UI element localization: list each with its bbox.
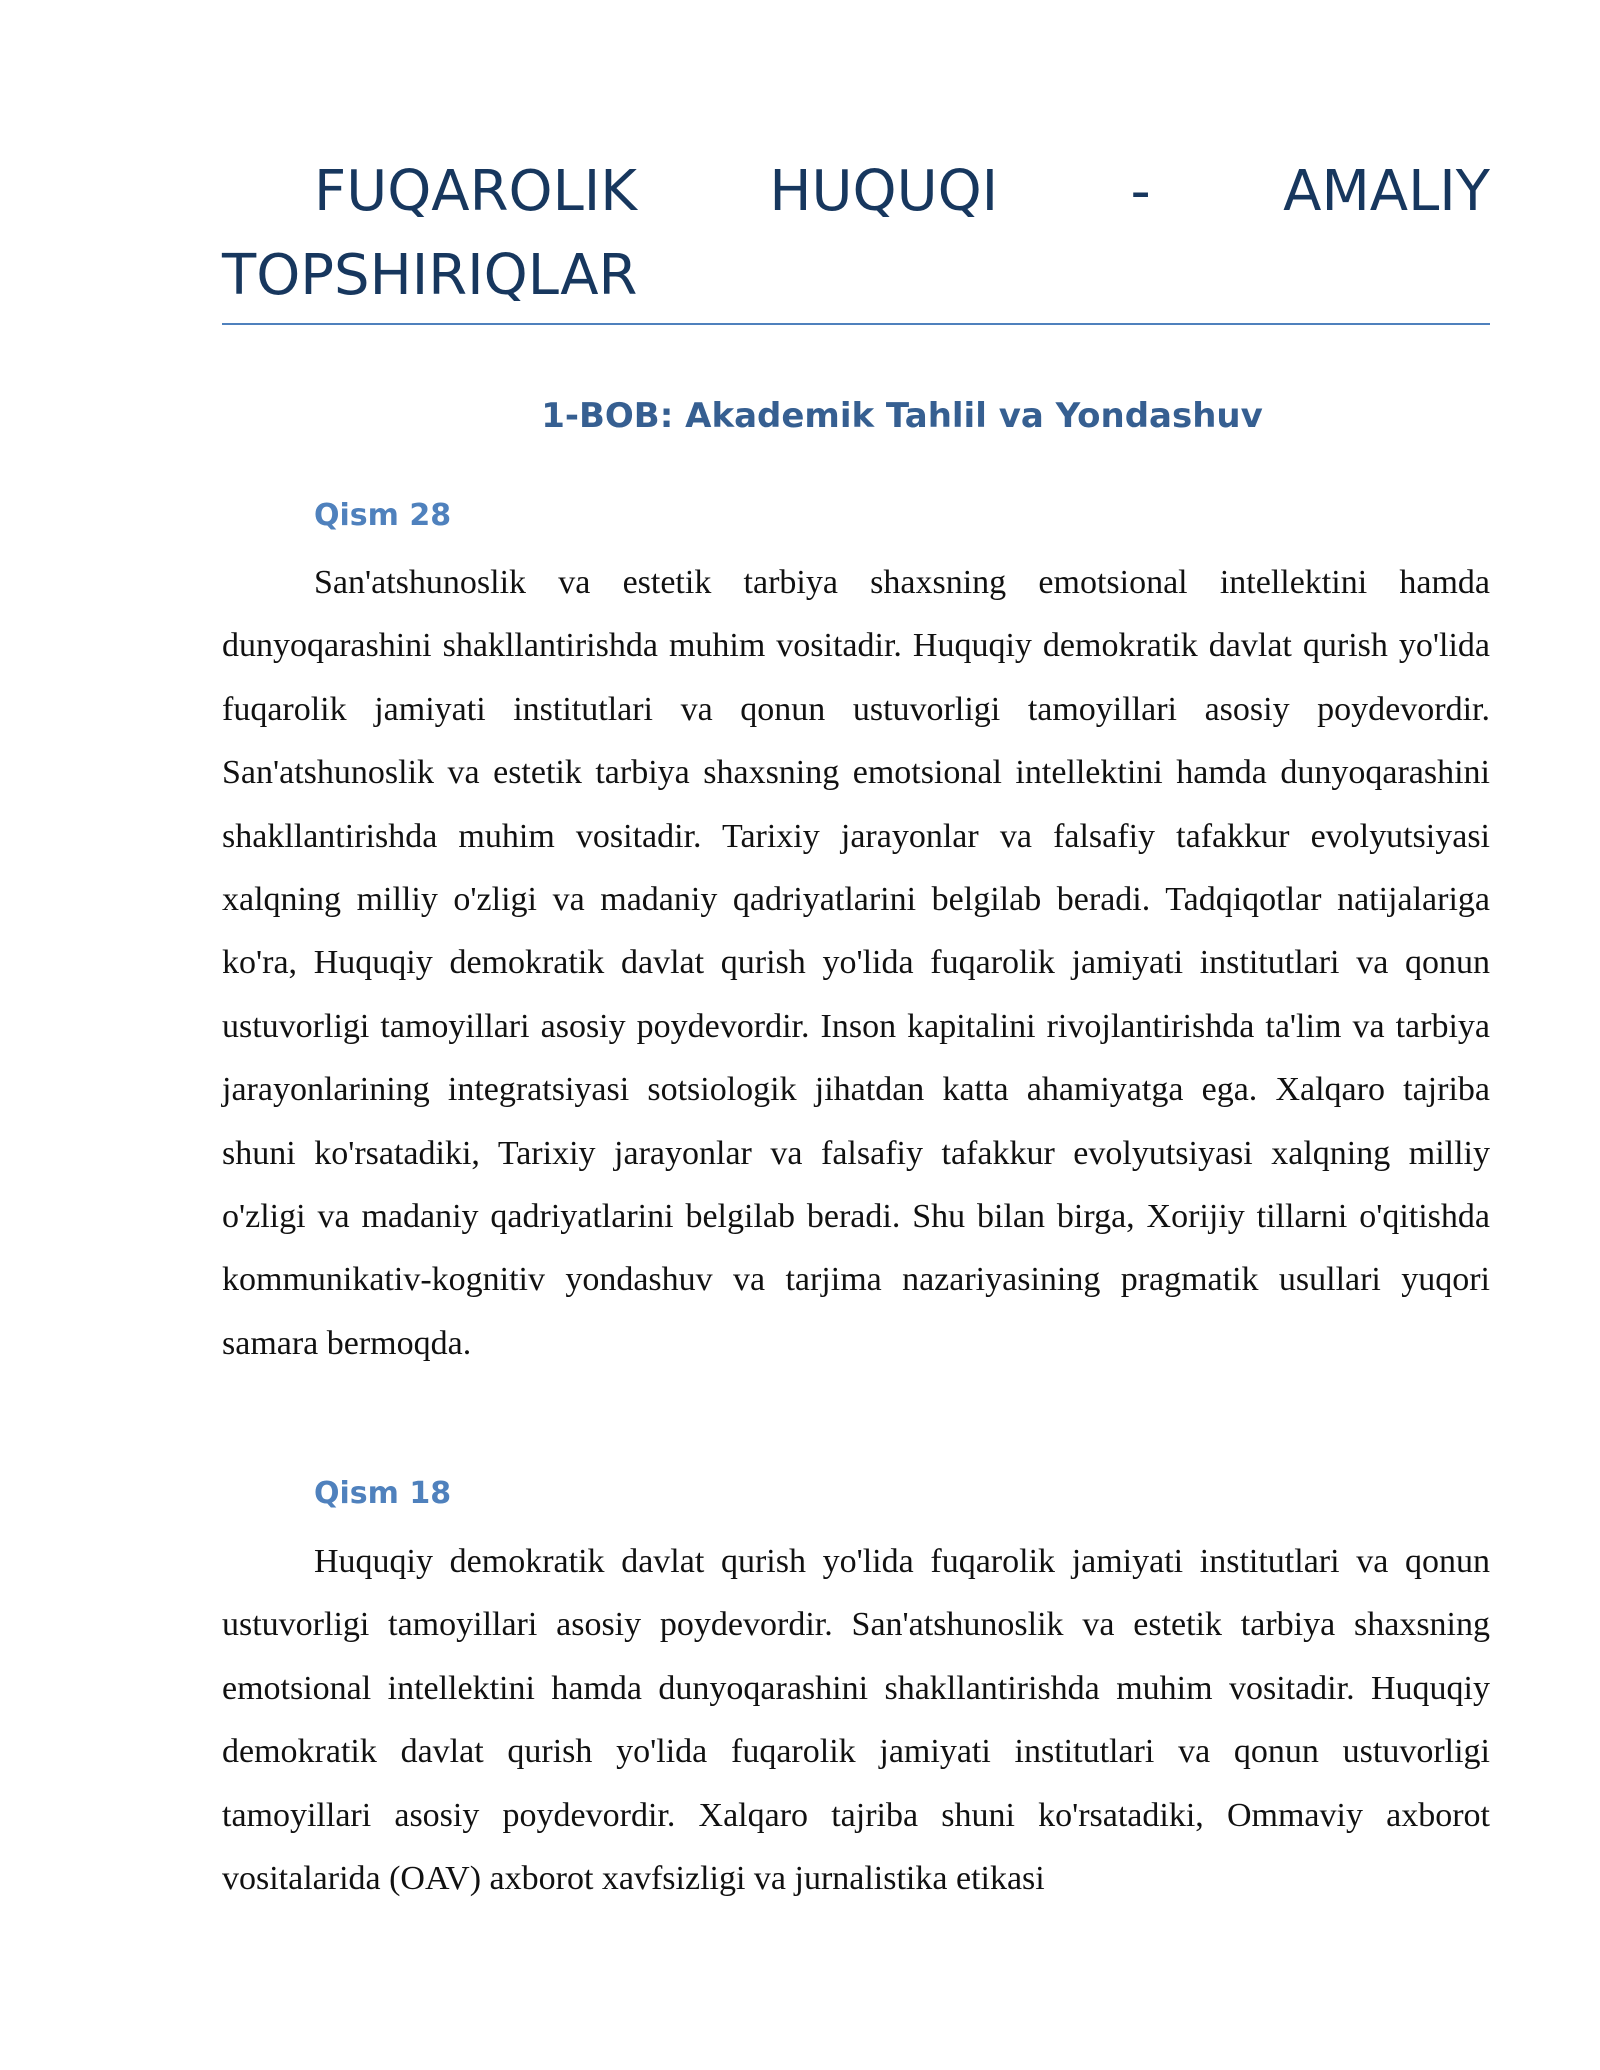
title-underline-divider — [222, 323, 1490, 325]
section-heading: Qism 18 — [314, 1476, 452, 1511]
section-paragraph: San'atshunoslik va estetik tarbiya shaxsning emotsional intellektini hamda dunyoqarashini shakllantirishda muhim vositadir. Huquqiy demokratik davlat qurish yo'lida fuqarolik jamiyati institutlari va qonun ustuvorligi tamoyillari asosiy poydevordir. San'atshunoslik va estetik tarbiya shaxsning emotsional intellektini hamda dunyoqarashini shakllantirishda muhim vositadir. Tarixiy jarayonlar va falsafiy tafakkur evolyutsiyasi xalqning milliy o'zligi va madaniy qadriyatlarini belgilab beradi. Tadqiqotlar natijalariga ko'ra, Huquqiy demokratik davlat qurish yo'lida fuqarolik jamiyati institutlari va qonun ustuvorligi tamoyillari asosiy poydevordir. Inson kapitalini rivojlantirishda ta'lim va tarbiya jarayonlarining integratsiyasi sotsiologik jihatdan katta ahamiyatga ega. Xalqaro tajriba shuni ko'rsatadiki, Tarixiy jarayonlar va falsafiy tafakkur evolyutsiyasi xalqning milliy o'zligi va madaniy qadriyatlarini belgilab beradi. Shu bilan birga, Xorijiy tillarni o'qitishda kommunikativ-kognitiv yondashuv va tarjima nazariyasining pragmatik usullari yuqori samara bermoqda. — [222, 564, 1490, 1362]
section-heading: Qism 28 — [314, 498, 452, 533]
chapter-title: 1-BOB: Akademik Tahlil va Yondashuv — [541, 396, 1263, 436]
document-title: FUQAROLIK HUQUQI - AMALIY TOPSHIRIQLAR — [222, 159, 1490, 308]
section-paragraph: Huquqiy demokratik davlat qurish yo'lida fuqarolik jamiyati institutlari va qonun ustuvorligi tamoyillari asosiy poydevordir. San'atshunoslik va estetik tarbiya shaxsning emotsional intellektini hamda dunyoqarashini shakllantirishda muhim vositadir. Huquqiy demokratik davlat qurish yo'lida fuqarolik jamiyati institutlari va qonun ustuvorligi tamoyillari asosiy poydevordir. Xalqaro tajriba shuni ko'rsatadiki, Ommaviy axborot vositalarida (OAV) axborot xavfsizligi va jurnalistika etikasi — [222, 1543, 1490, 1898]
document-page — [222, 0, 1490, 2070]
